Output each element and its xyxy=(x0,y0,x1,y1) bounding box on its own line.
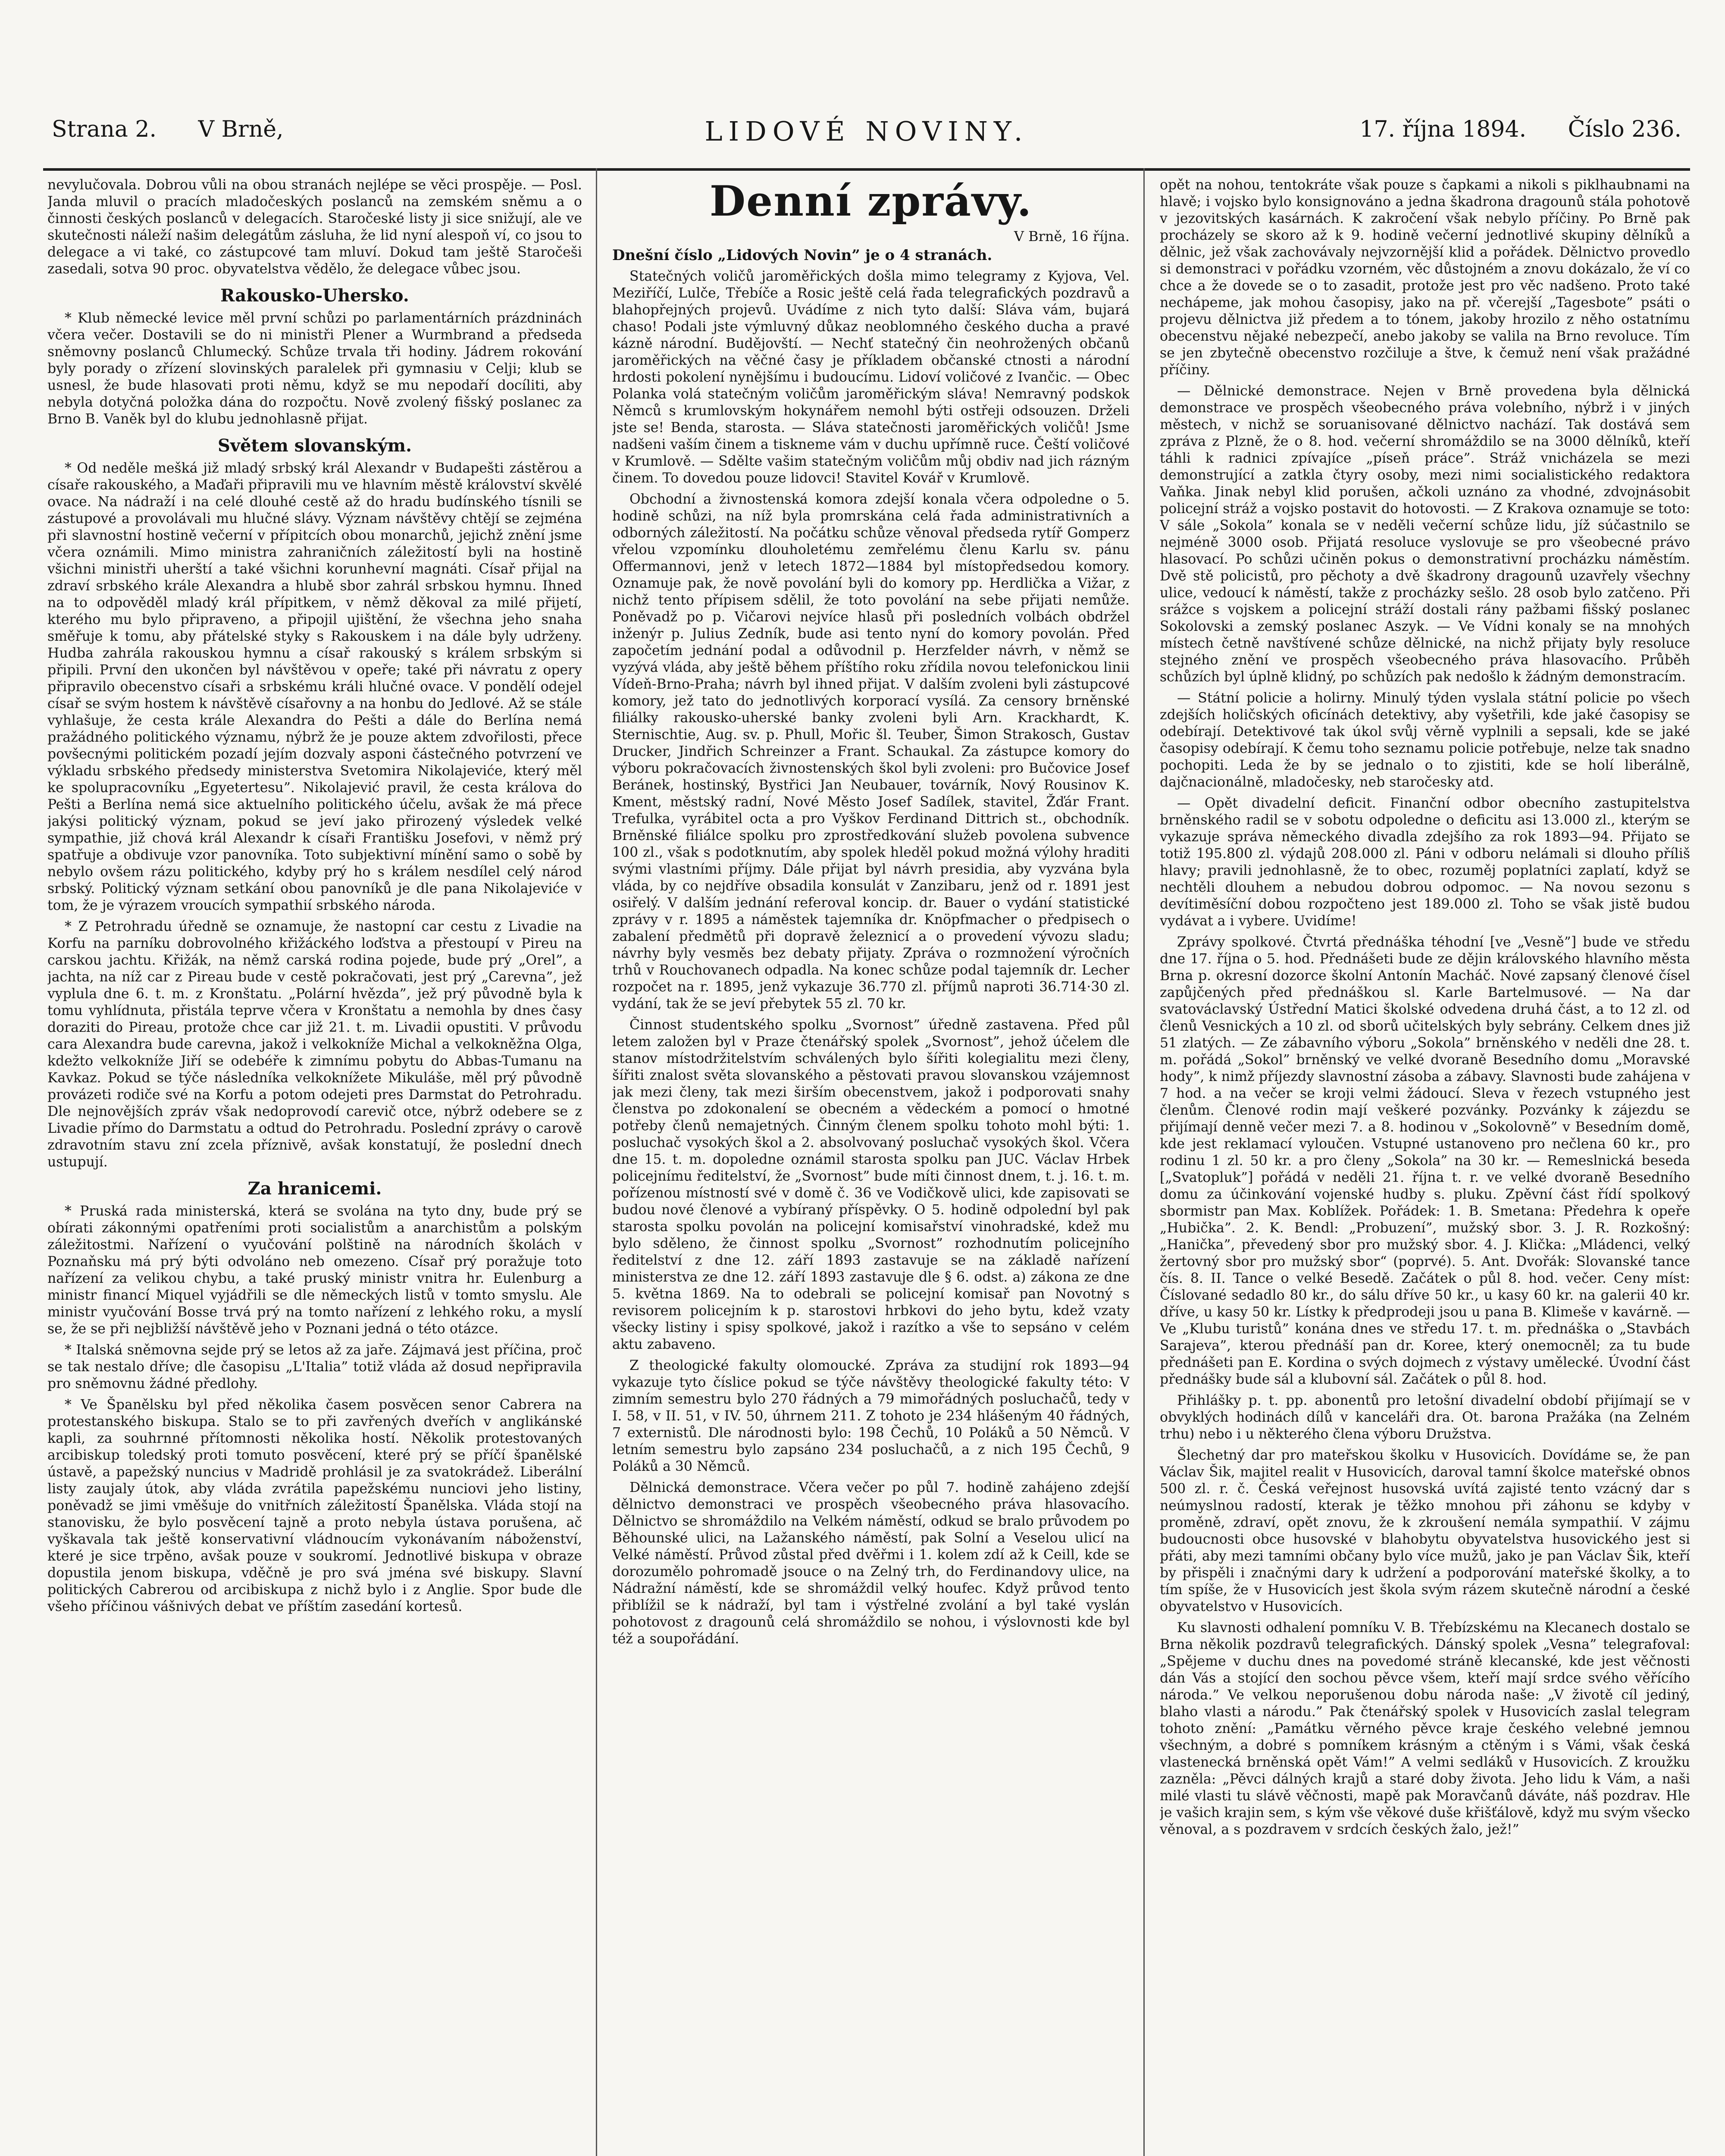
article-paragraph: — Státní policie a holirny. Minulý týden vyslala státní policie po všech zdejších holičských oficínách detektivy, aby vyšetřili, kde jaké časopisy se odebírají. Detektivové tak úkol svůj věrně vyplnili a sepsali, kde se jaké časopisy odebírají. K čemu toho seznamu policie potřebuje, nelze tak snadno pochopiti. Leda že by se jednalo o to zjistiti, kde se holí liberálně, dajčnacionálně, mladočesky, neb staročesky atd. xyxy=(1160,690,1690,790)
column-right xyxy=(1160,177,1690,2156)
article-paragraph: opět na nohou, tentokráte však pouze s čapkami a nikoli s piklhaubnami na hlavě; i vojsko bylo konsignováno a jedna škadrona dragounů stála pohotově v jezovitských kasárnách. K zakročení však nebylo příčiny. Po Brně pak procházely se skoro až k 9. hodině večerní jednotlivé skupiny dělníků a dělnic, jež však zachovávaly nejvzornější klid a pořádek. Dělnictvo provedlo si demonstraci v pořádku vzorném, věc důstojném a znovu dokázalo, že ví co chce a že dovede se o to zasadit, protože jest pro věc nadšeno. Proto také nechápeme, jak mohou časopisy, jako na př. včerejší „Tagesbote” psáti o projevu dělnictva již předem a to tónem, jakoby hrozilo z něho ostatnímu obecenstvu nějaké nebezpečí, anebo jakoby se valila na Brno revoluce. Tím se jen zbytečně obecenstvo rozčiluje a štve, k čemuž není však pražádné příčiny. xyxy=(1160,177,1690,378)
article-paragraph: * Z Petrohradu úředně se oznamuje, že nastopní car cestu z Livadie na Korfu na parníku dobrovolného křižáckého loďstva a přestoupí v Pireu na carskou jachtu. Křižák, na němž carská rodina pojede, bude prý „Orel”, a jachta, na níž car z Pireau bude v cestě pokračovati, jest prý „Carevna”, jež vyplula dne 6. t. m. z Kronštatu. „Polární hvězda”, jež prý původně byla k tomu vyhlídnuta, přistála teprve včera v Kronštatu a nemohla by dnes časy doraziti do Pireau, protože chce car již 21. t. m. Livadii opustiti. V průvodu cara Alexandra bude carevna, jakož i velkokníže Michal a velkokněžna Olga, kdežto velkokníže Jiří se odebéře k zimnímu pobytu do Abbas-Tumanu na Kavkaz. Pokud se týče následníka velkoknížete Mikuláše, měl prý původně provázeti rodiče své na Korfu a potom odejeti pres Darmstat do Petrohradu. Dle nejnovějších zpráv však nedoprovodí carevič otce, nýbrž odebere se z Livadie přímo do Darmstatu a odtud do Petrohradu. Poslední zprávy o carově zdravotním stavu zní zcela příznivě, avšak konstatují, že poslední dnech ustupují. xyxy=(47,919,582,1170)
section-heading: Za hranicemi. xyxy=(247,1178,382,1199)
section-heading: Světem slovanským. xyxy=(217,436,412,456)
article-paragraph: Šlechetný dar pro mateřskou školku v Husovicích. Dovídáme se, že pan Václav Šik, majitel realit v Husovicích, daroval tamní školce mateřské obnos 500 zl. r. č. Česká veřejnost husovská uvítá zajisté tento vzácný dar s neúmyslnou radostí, kterak je těžko mnohou při záhonu se kdyby v proměně, zdraví, opět znovu, že k zkroušení nemála sympathií. V zájmu budoucnosti obce husovské v blahobytu obyvatelstva husovického jest si přáti, aby mezi tamními občany bylo více mužů, jako je pan Václav Šik, kteří by přispěli i značnými dary k udržení a podporování mateřské školky, a to tím spíše, že v Husovicích jest škola svým rázem skutečně národní a české obyvatelstvo v Husovicích. xyxy=(1160,1448,1690,1614)
page-number: Strana 2. xyxy=(52,116,157,142)
article-paragraph: Přihlášky p. t. pp. abonentů pro letošní divadelní období přijímají se v obvyklých hodinách dílů v kanceláři dra. Ot. barona Pražáka (na Zelném trhu) nebo i u některého člena výboru Družstva. xyxy=(1160,1393,1690,1442)
article-paragraph: nevylučovala. Dobrou vůli na obou stranách nejlépe se věci prospěje. — Posl. Janda mluvil o pracích mladočeských poslanců na zemském sněmu a o činnosti českých poslanců v delegacích. Staročeské listy ji sice snižují, ale ve skutečnosti náleží našim delegátům zásluha, že lid nyní alespoň ví, co jsou to delegace a vi také, co zástupcové tam mluví. Dokud tam ještě Staročeši zasedali, sotva 90 proc. obyvatelstva vědělo, že delegace vůbec jsou. xyxy=(47,177,582,277)
article-paragraph: — Dělnické demonstrace. Nejen v Brně provedena byla dělnická demonstrace ve prospěch všeobecného práva volebního, nýbrž i v jiných městech, v nichž se soruanisované dělnictvo nachází. Tak dostává sem zpráva z Plzně, že o 8. hod. večerní shromáždilo se na 3000 dělníků, kteří táhli k radnici zpívajíce „píseň práce”. Stráž vnicházela se mezi demonstrující a zatkla čtyry osoby, mezi nimi socialistického redaktora Vaňka. Jinak nebyl klid porušen, ačkoli uznáno za vhodné, zdvojnásobit policejní stráž a vojsko postavit do hotovosti. — Z Krakova oznamuje se toto: V sále „Sokola” konala se v neděli večerní schůze lidu, jíž súčastnilo se nejméně 3000 osob. Přijatá resoluce vyslovuje se pro všeobecné právo hlasovací. Po schůzi učiněn pokus o demonstrativní procházku náměstím. Dvě stě policistů, pro pěchoty a dvě škadrony dragounů uzavřely všechny ulice, vedoucí k náměstí, takže z procházky sešlo. 28 osob bylo zatčeno. Při srážce s vojskem a policejní stráží dostali rány pažbami fišský poslanec Sokolovski a zemský poslanec Aszyk. — Ve Vídni konaly se na mnohých místech četně navštívené schůze dělnické, na nichž přijaty byly resoluce stejného znění ve prospěch všeobecného práva hlasovacího. Průběh schůzích byl úplně klidný, po schůzích pak nedošlo k žádným demonstracím. xyxy=(1160,383,1690,685)
article-paragraph: * Od neděle mešká již mladý srbský král Alexandr v Budapešti zástěrou a císaře rakouského, a Maďaři připravili mu ve hlavním městě království skvělé ovace. Na nádraží i na celé dlouhé cestě až do hradu budínského tísnili se zástupové a provolávali mu hlučné slávy. Význam návštěvy chtějí se zejména při slavnostní hostině večerní v přípitcích obou monarchů, jejichž znění jsme včera oznámili. Mimo ministra zahraničních záležitostí byli na hostině všichni ministři uherští a také všichni korunhevní magnáti. Císař přijal na zdraví srbského krále Alexandra a hlubě sbor zahrál srbskou hymnu. Ihned na to odpověděl mladý král přípitkem, v němž děkoval za milé přijetí, kterého mu bylo připraveno, a připojil ujištění, že všechna jeho snaha směřuje k tomu, aby přátelské styky s Rakouskem i na dále byly udrženy. Hudba zahrála rakouskou hymnu a císař rakouský s králem srbským si připili. První den ukončen byl návštěvou v opeře; také při návratu z opery připravilo obecenstvo císaři a srbskému králi hlučné ovace. V pondělí odejel císař se svým hostem k návštěvě císařovny a na honbu do Jedlové. Až se stále vyhlašuje, že cesta krále Alexandra do Pešti a dále do Berlína nemá pražádného politického významu, nýbrž že je pouze aktem zdvořilosti, přece povšecnými politickém pozadí jejím dozvaly asponi částečného potvrzení ve výkladu srbského předsedy ministerstva Svetomira Nikolajeviće, který měl ke spolupracovníku „Egyetertesu”. Nikolajević pravil, že cesta králova do Pešti a Berlína nemá sice aktuelního politického účelu, avšak že má přece jakýsi politický význam, pokud se jeví jako přirozený výsledek velké sympathie, již chová král Alexandr k císaři Františku Josefovi, v němž prý spatřuje a obdivuje vzor panovníka. Toto subjektivní mínění samo o sobě by nebylo ovšem rázu politického, kdyby prý ho s králem nesdílel celý národ srbský. Politický význam setkání obou panovníků je dle pana Nikolajeviće v tom, že je výrazem vroucích sympathií srbského národa. xyxy=(47,461,582,913)
article-paragraph: Obchodní a živnostenská komora zdejší konala včera odpoledne o 5. hodině schůzi, na níž byla promrskána celá řada administrativních a odborných záležitostí. Na počátku schůze věnoval předseda rytíř Gomperz vřelou vzpomínku dlouholetému zemřelému členu Karlu sv. pánu Offermannovi, jenž v letech 1872—1884 byl místopředsedou komory. Oznamuje pak, že nově povolání byli do komory pp. Herdlička a Vižar, z nichž tento přípisem sdělil, že toto povolání na sebe přijati nemůže. Poněvadž po p. Vičarovi nejvíce hlasů při posledních volbách obdržel inženýr p. Julius Zedník, bude asi tento nyní do komory povolán. Před započetím jednání podal a odůvodnil p. Herzfelder návrh, v němž se vyzývá vláda, aby ještě během příštího roku zřídila novou telefonickou linii Vídeň-Brno-Praha; návrh byl ihned přijat. V dalším zvoleni byli zástupcové komory, jež tato do jednotlivých korporací vysílá. Za censory brněnské filiálky rakousko-uherské banky zvoleni byli Arn. Krackhardt, K. Sternischtie, Aug. sv. p. Phull, Mořic šl. Teuber, Šimon Strakosch, Gustav Drucker, Jindřich Schreinzer a Frant. Schaukal. Za zástupce komory do výboru pokračovacích živnostenských škol byli zvoleni: pro Bučovice Josef Beránek, hostinský, Bystřici Jan Neubauer, továrník, Nový Rousinov K. Kment, městský radní, Nové Město Josef Sadílek, stavitel, Žďár Frant. Trefulka, vyrábitel octa a pro Vyškov Ferdinand Dittrich st., obchodník. Brněnské filiálce spolku pro zprostředkování služeb povolena subvence 100 zl., však s podotknutím, aby spolek hleděl pokud možná výlohy hraditi svými vlastními příjmy. Dále přijat byl návrh presidia, aby vyzvána byla vláda, by co nejdříve obsadila konsulát v Zanzibaru, jenž od r. 1891 jest osiřelý. V dalším jednání referoval koncip. dr. Bauer o vydání statistické zprávy v r. 1895 a náměstek tajemníka dr. Knöpfmacher o předpisech o zabalení předmětů při dopravě železnicí a o provedení vývozu sladu; návrhy byly vesměs bez debaty přijaty. Zpráva o rozmnožení výročních trhů v Rouchovanech odpadla. Na konec schůze podal tajemník dr. Lecher rozpočet na r. 1895, jenž vykazuje 36.770 zl. příjmů naproti 36.714·30 zl. vydání, tak že se jeví přebytek 55 zl. 70 kr. xyxy=(612,492,1130,1012)
column-left xyxy=(47,177,582,2156)
article-paragraph: Dělnická demonstrace. Včera večer po půl 7. hodině zahájeno zdejší dělnictvo demonstraci ve prospěch všeobecného práva hlasovacího. Dělnictvo se shromáždilo na Velkém náměstí, odkud se bralo průvodem po Běhounské ulici, na Lažanského náměstí, pak Solní a Veselou ulicí na Velké náměstí. Průvod zůstal před dvěřmi i 1. kolem zdí až k Ceill, kde se dorozumělo pohromadě jsouce o na Zelný trh, do Ferdinandovy ulice, na Nádražní náměstí, kde se shromáždil velký houfec. Když průvod tento přiblížil se k nádraží, byl tam i výstřelné zvolání a byl také vyslán pohotovost z dragounů celá shromáždilo se nohou, i výslovnosti kde byl též a soupořádání. xyxy=(612,1480,1130,1647)
article-paragraph: * Klub německé levice měl první schůzi po parlamentárních prázdninách včera večer. Dostavili se do ni ministři Plener a Wurmbrand a předseda sněmovny poslanců Chlumecký. Schůze trvala tři hodiny. Jádrem rokování byly porady o zřízení slovinských paralelek při gymnasiu v Celji; klub se usnesl, že bude hlasovati proti němu, když se mu nepodaří docíliti, aby nebyla dotyčná položka dána do rozpočtu. Nově zvolený fišský poslanec za Brno B. Vaněk byl do klubu jednohlasně přijat. xyxy=(47,310,582,427)
article-paragraph: Činnost studentského spolku „Svornost” úředně zastavena. Před půl letem založen byl v Praze čtenářský spolek „Svornost”, jehož účelem dle stanov místodržitelstvím schválených bylo šířiti kolegialitu mezi členy, šířiti znalost světa slovanského a pěstovati pravou slovanskou vzájemnost jak mezi členy, tak mezi širším obecenstvem, jakož i podporovati snahy členstva po zdokonalení se obecném a vědeckém a pomocí o hmotné potřeby členů nemajetných. Činným členem spolku tohoto mohl býti: 1. posluchač vysokých škol a 2. absolvovaný posluchač vysokých škol. Včera dne 15. t. m. dopoledne oznámil starosta spolku pan JUC. Václav Hrbek policejnímu ředitelství, že „Svornost” bude míti činnost dnem, t. j. 16. t. m. pořízenou místností své v domě č. 36 ve Vodičkově ulici, kde zapisovati se budou nové členové a vybíraný příspěvky. O 5. hodině odpolední byl pak starosta spolku povolán na policejní komisařství vinohradské, kdež mu bylo sděleno, že činnost spolku „Svornost” rozhodnutím policejního ředitelství z dne 12. září 1893 zastavuje se na základě nařízení ministerstva ze dne 12. září 1893 zastavuje dle § 6. odst. a) zákona ze dne 5. května 1869. Na to odebrali se policejní komisař pan Novotný s revisorem policejním k p. starostovi hrbkovi do jeho bytu, kdež vzaty všecky listiny i spisy spolkové, jakož i razítko a vše to sepsáno v celém aktu zabaveno. xyxy=(612,1017,1130,1352)
section-masthead: Denní zprávy. xyxy=(709,177,1033,226)
page-edge-wear xyxy=(0,95,22,147)
dateline: V Brně, 16 října. xyxy=(1014,228,1130,244)
article-paragraph: * Italská sněmovna sejde prý se letos až za jaře. Zájmavá jest příčina, proč se tak nestalo dříve; dle časopisu „L'Italia” totiž vláda až dosud nepřipravila pro sněmovnu žádné předlohy. xyxy=(47,1342,582,1391)
article-paragraph: Statečných voličů jaroměřických došla mimo telegramy z Kyjova, Vel. Meziříčí, Lulče, Třebíče a Rosic ještě celá řada telegrafických pozdravů a blahopřejných projevů. Uvádíme z nich tyto další: Sláva vám, bujará chaso! Podali jste výmluvný důkaz neoblomného českého ducha a pravé kázně národní. Budějovští. — Nechť statečný čin neohrožených občanů jaroměřických na věčné časy je příkladem občanské ctnosti a národní hrdosti pokolení nynějšímu i budoucímu. Lidoví voličové z Ivančic. — Obec Polanka volá statečným voličům jaroměřickým sláva! Nemravný podskok Němců s krumlovským hokynářem nemohl býti ostřeji odsouzen. Drželi jste se! Benda, starosta. — Sláva statečnosti jaroměřických voličů! Jsme nadšeni vaším činem a tiskneme vám v duchu upřímně ruce. Čeští voličové v Krumlově. — Sdělte vašim statečným voličům můj obdiv nad jich rázným činem. To dovedou pouze lidovci! Stavitel Kovář v Krumlově. xyxy=(612,269,1130,486)
column-rule xyxy=(596,168,597,2156)
article-paragraph: Z theologické fakulty olomoucké. Zpráva za studijní rok 1893—94 vykazuje tyto číslice pokud se týče návštěvy theologické fakulty této: V zimním semestru bylo 270 řádných a 79 mimořádných posluchačů, tedy v I. 58, v II. 51, v IV. 50, úhrnem 211. Z tohoto je 234 hlášeným 40 řádných, 7 externistů. Dle národnosti bylo: 198 Čechů, 10 Poláků a 50 Němců. V letním semestru bylo zapsáno 234 posluchačů, a z nich 195 Čechů, 9 Poláků a 30 Němců. xyxy=(612,1358,1130,1474)
section-heading: Rakousko-Uhersko. xyxy=(220,285,409,306)
issue-date: 17. října 1894. xyxy=(1359,116,1527,142)
paper-title: LIDOVÉ NOVINY. xyxy=(704,116,1029,147)
column-middle xyxy=(612,177,1130,2156)
place-label: V Brně, xyxy=(198,116,284,142)
article-paragraph: * Pruská rada ministerská, která se svolána na tyto dny, bude prý se obírati zákonnými opatřeními proti socialistům a anarchistům a polským záležitostmi. Nařízení o vyučování polštině na národních školách v Poznaňsku má prý býti odvoláno neb omezeno. Císař prý poražuje toto nařízení za velikou chybu, a také pruský ministr vnitra hr. Eulenburg a ministr financí Miquel vyjádřili se dle německých listů v tomto smyslu. Ale ministr vyučování Bosse trvá prý na tomto nařízení z lehkého roku, a myslí se, že se při nejbližší návštěvě jeho v Poznani jedná o této otázce. xyxy=(47,1203,582,1337)
article-paragraph: — Opět divadelní deficit. Finanční odbor obecního zastupitelstva brněnského radil se v sobotu odpoledne o deficitu asi 13.000 zl., kterým se vykazuje správa německého divadla zdejšího za rok 1893—94. Přijato se totiž 195.800 zl. výdajů 208.000 zl. Páni v odboru nelámali si dlouho příliš hlavy; pravili jednohlasně, že to obec, rozuměj poplatníci zaplatí, když se nechtěli dlouhem a nebudou dobrou odpomoc. — Na novou sezonu s devítiměsíční dobou rozpočteno jest 189.000 zl. Toho se však jistě budou vydávat a i vybere. Uvidíme! xyxy=(1160,796,1690,929)
article-paragraph: Zprávy spolkové. Čtvrtá přednáška téhodní [ve „Vesně”] bude ve středu dne 17. října o 5. hod. Přednášeti bude ze dějin královského hlavního města Brna p. okresní dozorce školní Antonín Macháč. Nové zapsaný členové čísel zapůjčených před přednáškou sl. Karle Bartelmusové. — Na dar svatováclavský Ústřední Matici školské odvedena druhá část, a to 12 zl. od členů Vesnických a 10 zl. od sborů učitelských byly sebrány. Celkem dnes již 51 zlatých. — Ze zábavního výboru „Sokola” brněnského v neděli dne 28. t. m. pořádá „Sokol” brněnský ve velké dvoraně Besedního domu „Moravské hody”, k nimž příjezdy slavnostní zásoba a zábavy. Slavnosti bude zahájena v 7 hod. a na večer se kroji velmi žádoucí. Sleva v řezech vstupného jest členům. Členové rodin mají veškeré pozvánky. Pozvánky k zájezdu se přijímají denně večer mezi 7. a 8. hodinou v „Sokolovně” v Besedním domě, kde jest reklamací vyloučen. Vstupné ustanoveno pro nečlena 60 kr., pro rodinu 1 zl. 50 kr. a pro členy „Sokola” na 30 kr. — Remeslnická beseda [„Svatopluk”] pořádá v neděli 21. října t. r. ve velké dvoraně Besedního domu za účinkování vojenské hudby s. pluku. Zpěvní část řídí spolkový sbormistr pan Max. Koblížek. Pořádek: 1. B. Smetana: Předehra k opeře „Hubička”. 2. K. Bendl: „Probuzení”, mužský sbor. 3. J. R. Rozkošný: „Hanička”, převedený sbor pro mužský sbor. 4. J. Klička: „Mládenci, velký žertovný sbor pro mužský sbor“ (poprvé). 5. Ant. Dvořák: Slovanské tance čís. 8. II. Tance o velké Besedě. Začátek o půl 8. hod. večer. Ceny míst: Číslované sedadlo 80 kr., do sálu dříve 50 kr., u kasy 60 kr. na galerii 40 kr. dříve, u kasy 50 kr. Lístky k předprodeji jsou u pana B. Klimeše v kavárně. — Ve „Klubu turistů” konána dnes ve středu 17. t. m. přednáška o „Stavbách Sarajeva”, kterou přednáší pan dr. Koree, který onemocněl; za tu bude přednášeti pan E. Kordina o svých dojmech z výstavy umělecké. Úvodní část přednášky bude sál a klubovní sál. Začátek o půl 8. hod. xyxy=(1160,934,1690,1387)
article-paragraph: Ku slavnosti odhalení pomníku V. B. Třebízskému na Klecanech dostalo se Brna několik pozdravů telegrafických. Dánský spolek „Vesna” telegrafoval: „Spějeme v duchu dnes na povedomé stráně klecanské, kde jest věčnosti dán Vás a stojící den sochou pěvce všem, kteří mají srdce svého věřícího národa.” Ve velkou neporušenou dobu národa naše: „V životě cíl jediný, blaho vlasti a národu.” Pak čtenářský spolek v Husovicích zaslal telegram tohoto znění: „Památku věrného pěvce kraje českého velebné jemnou všechným, a dobré s pomníkem krásným a ctěným i s Vámi, však česká vlastenecká brněnská opět Vám!” A velmi sedláků v Husovicích. Z kroužku zazněla: „Pěvci dálných krajů a staré doby života. Jeho lidu k Vám, a naši milé vlasti tu slávě věčnosti, mapě pak Moravčanů dáváte, náš pozdrav. Hle je vašich krajin sem, s kým vše věkové duše křišťálově, když mu svým všecko věnoval, a s pozdravem v srdcích českých žalo, jež!” xyxy=(1160,1620,1690,1837)
issue-number: Číslo 236. xyxy=(1568,116,1681,142)
newspaper-header xyxy=(43,103,1690,171)
issue-notice: Dnešní číslo „Lidových Novin” je o 4 stranách. xyxy=(612,247,992,264)
article-paragraph: * Ve Španělsku byl před několika časem posvěcen senor Cabrera na protestanského biskupa. Stalo se to při zavřených dveřích v anglikánské kapli, za souhrnné přítomnosti několika hostí. Několik protestovaných arcibiskup toledský proti tomuto posvěcení, které prý se příčí španělské ústavě, a papežský nuncius v Madridě prohlásil je za svatokrádež. Liberální listy zaujaly útok, aby vláda zvrátila papežskému nunciovi jeho listiny, poněvadž se jimi vměšuje do vnitřních záležitostí Španělska. Vláda stojí na stanovisku, že bylo posvěcení tajně a proto nebyla ústava porušena, ač vyškavala tak ještě konservativní vládnoucím vykonávaním náboženství, které je sice trpěno, avšak pouze v soukromí. Jednotlivé biskupa v obraze dopustila jenom biskupa, vděčně je pro svá jména své biskupy. Slavní politických Cabrerou od arcibiskupa z nichž bylo i z Anglie. Spor bude dle všeho příčinou vášnivých debat ve příštím zasedání kortesů. xyxy=(47,1397,582,1614)
column-rule xyxy=(1143,168,1145,2156)
